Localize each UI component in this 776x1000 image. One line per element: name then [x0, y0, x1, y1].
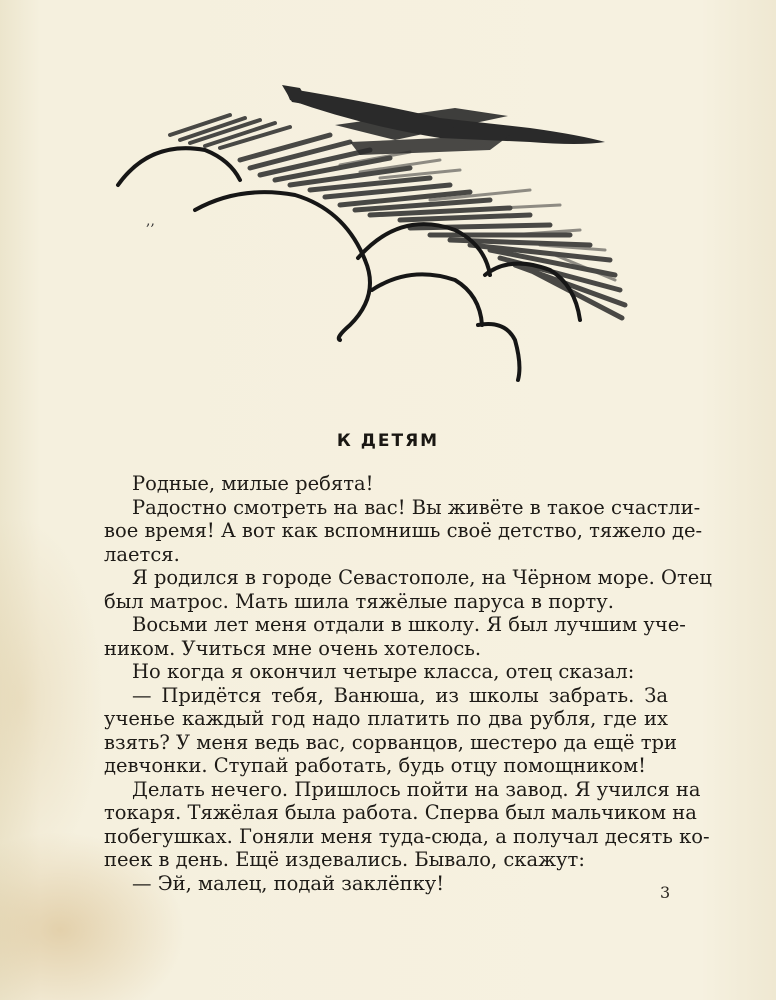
chapter-title: К ДЕТЯМ [336, 431, 440, 451]
text-line: Радостно смотреть на вас! Вы живёте в такое счастли- [132, 495, 701, 519]
text-line: — Придётся тебя, Ванюша, из школы забрать. За [132, 683, 668, 707]
ink-speck: ,, [146, 213, 155, 229]
body-text [104, 472, 712, 895]
text-line: Восьми лет меня отдали в школу. Я был лучшим уче- [132, 613, 686, 636]
page-number: 3 [660, 883, 671, 902]
airplane-clouds-illustration [110, 80, 640, 390]
text-line: вое время! А вот как вспомнишь своё детство, тяжело де- [104, 519, 703, 542]
cloud-outlines [118, 148, 580, 380]
text-line: девчонки. Ступай работать, будь отцу помощником! [104, 754, 647, 777]
text-line: Делать нечего. Пришлось пойти на завод. Я учился на [132, 777, 701, 801]
text-line: пеек в день. Ещё издевались. Бывало, скажут: [104, 848, 585, 871]
text-line: побегушках. Гоняли меня туда-сюда, а получал десять ко- [104, 824, 710, 848]
text-line: — Эй, малец, подай заклёпку! [132, 871, 445, 895]
text-line: Я родился в городе Севастополе, на Чёрном море. Отец [132, 566, 712, 589]
text-line: токаря. Тяжёлая была работа. Сперва был мальчиком на [104, 801, 697, 824]
text-line: лается. [104, 542, 180, 566]
text-line: взять? У меня ведь вас, сорванцов, шестеро да ещё три [104, 730, 677, 754]
text-line: ником. Учиться мне очень хотелось. [104, 636, 482, 660]
text-line: был матрос. Мать шила тяжёлые паруса в порту. [104, 589, 614, 613]
text-line: Но когда я окончил четыре класса, отец сказал: [132, 660, 635, 683]
text-line: Родные, милые ребята! [132, 472, 374, 495]
text-line: ученье каждый год надо платить по два рубля, где их [104, 707, 668, 730]
